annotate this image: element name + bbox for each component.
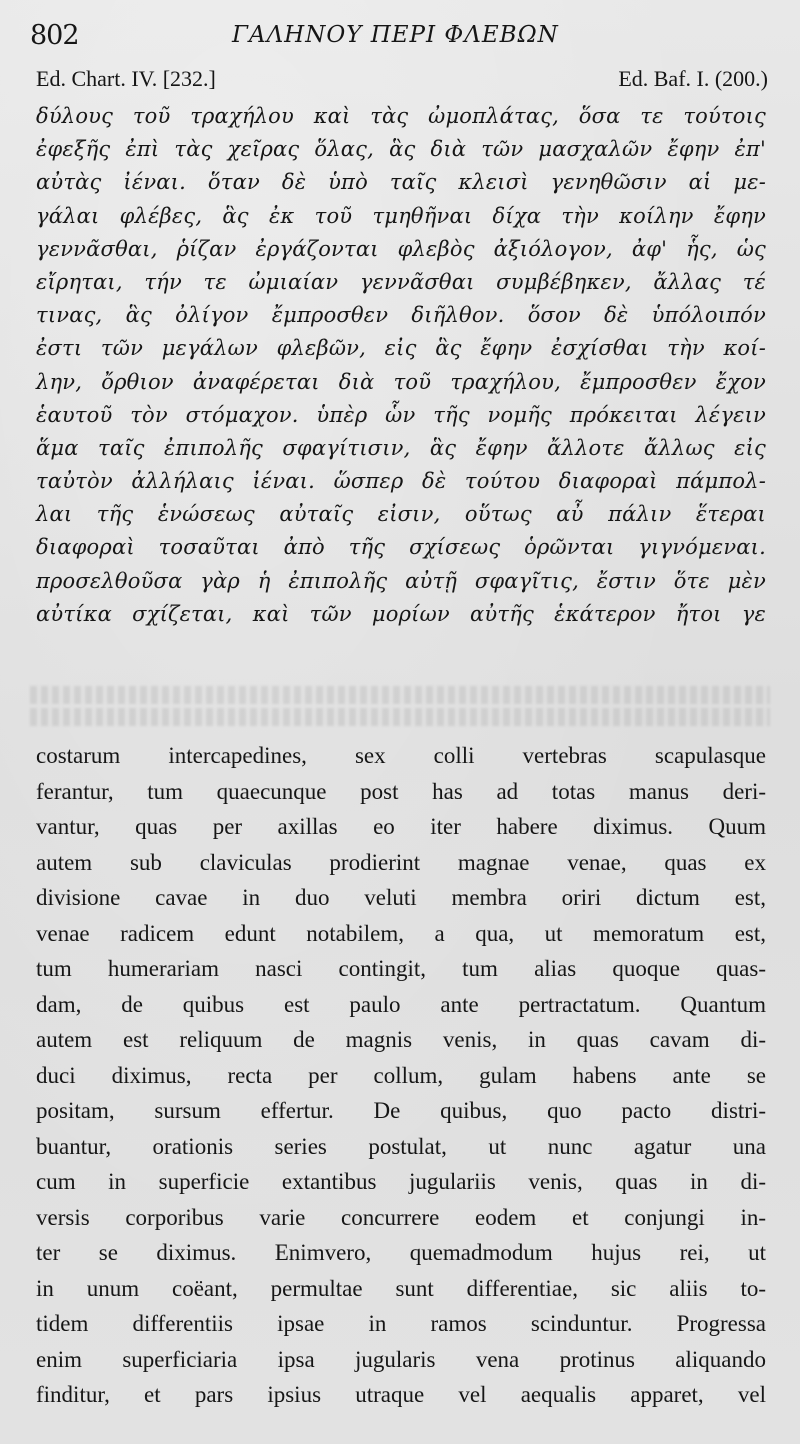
greek-text-line: λαι τῆς ἑνώσεως αὐταῖς εἰσιν, οὕτως αὖ πάλιν ἕτεραι	[36, 502, 766, 527]
greek-text-line: εἴρηται, τήν τε ὠμιαίαν γεννᾶσθαι συμβέβηκεν, ἄλλας τέ	[36, 269, 766, 294]
greek-text-block	[36, 100, 766, 631]
greek-text-line: λην, ὄρθιον ἀναφέρεται διὰ τοῦ τραχήλου, ἔμπροσθεν ἔχον	[36, 369, 766, 394]
greek-text-line: ἅμα ταῖς ἐπιπολῆς σφαγίτισιν, ἃς ἔφην ἄλλοτε ἄλλως εἰς	[36, 435, 766, 460]
latin-text-line: vantur, quas per axillas eo iter habere diximus. Quum	[36, 814, 766, 839]
edition-reference-chartier: Ed. Chart. IV. [232.]	[36, 66, 216, 91]
show-through-line	[30, 708, 770, 726]
latin-text-line: autem sub claviculas prodierint magnae venae, quas ex	[36, 849, 766, 875]
latin-text-line: enim superficiaria ipsa jugularis vena protinus aliquando	[36, 1346, 766, 1372]
latin-text-block	[36, 738, 766, 1413]
greek-text-line: γεννᾶσθαι, ῥίζαν ἐργάζονται φλεβὸς ἀξιόλογον, ἀφ' ἧς, ὡς	[36, 236, 766, 261]
latin-text-line: autem est reliquum de magnis venis, in quas cavam di-	[36, 1027, 766, 1052]
latin-text-line: tidem differentiis ipsae in ramos scinduntur. Progressa	[36, 1311, 766, 1336]
greek-text-line: αὐτίκα σχίζεται, καὶ τῶν μορίων αὐτῆς ἑκάτερον ἤτοι γε	[36, 601, 766, 626]
latin-text-line: in unum coëant, permultae sunt differentiae, sic aliis to-	[36, 1275, 766, 1301]
running-title: ΓΑΛΗΝΟΥ ΠΕΡΙ ΦΛΕΒΩΝ	[232, 22, 559, 48]
latin-text-line: dam, de quibus est paulo ante pertractatum. Quantum	[36, 991, 766, 1017]
latin-text-line: ferantur, tum quaecunque post has ad totas manus deri-	[36, 778, 766, 804]
greek-text-line: τινας, ἃς ὀλίγον ἔμπροσθεν διῆλθον. ὅσον δὲ ὑπόλοιπόν	[36, 303, 766, 328]
show-through-gap	[30, 682, 770, 722]
greek-text-line: ἐφεξῆς ἐπὶ τὰς χεῖρας ὅλας, ἃς διὰ τῶν μασχαλῶν ἔφην ἐπ'	[36, 137, 766, 162]
show-through-line	[30, 686, 770, 704]
greek-text-line: αὐτὰς ἰέναι. ὅταν δὲ ὑπὸ ταῖς κλεισὶ γενηθῶσιν αἱ με-	[36, 170, 766, 195]
latin-text-line: versis corporibus varie concurrere eodem et conjungi in-	[36, 1204, 766, 1230]
edition-reference-basel: Ed. Baf. I. (200.)	[618, 66, 768, 91]
greek-text-line: ἐστι τῶν μεγάλων φλεβῶν, εἰς ἃς ἔφην ἐσχίσθαι τὴν κοί-	[36, 336, 766, 361]
greek-text-line: ἑαυτοῦ τὸν στόμαχον. ὑπὲρ ὧν τῆς νομῆς πρόκειται λέγειν	[36, 402, 766, 427]
running-head	[0, 18, 800, 58]
latin-text-line: duci diximus, recta per collum, gulam habens ante se	[36, 1062, 766, 1088]
latin-text-line: finditur, et pars ipsius utraque vel aequalis apparet, vel	[36, 1382, 766, 1407]
latin-text-line: cum in superficie extantibus jugulariis venis, quas in di-	[36, 1169, 766, 1194]
greek-text-line: δύλους τοῦ τραχήλου καὶ τὰς ὠμοπλάτας, ὅσα τε τούτοις	[36, 104, 766, 128]
greek-text-line: ταὐτὸν ἀλλήλαις ἰέναι. ὥσπερ δὲ τούτου διαφοραὶ πάμπολ-	[36, 469, 766, 494]
latin-text-line: positam, sursum effertur. De quibus, quo pacto distri-	[36, 1098, 766, 1123]
greek-text-line: γάλαι φλέβες, ἃς ἐκ τοῦ τμηθῆναι δίχα τὴν κοίλην ἔφην	[36, 203, 766, 228]
latin-text-line: ter se diximus. Enimvero, quemadmodum hujus rei, ut	[36, 1240, 766, 1265]
edition-references	[0, 62, 800, 96]
greek-text-line: προσελθοῦσα γὰρ ἡ ἐπιπολῆς αὐτῇ σφαγῖτις, ἔστιν ὅτε μὲν	[36, 568, 766, 593]
latin-text-line: tum humerariam nasci contingit, tum alias quoque quas-	[36, 956, 766, 981]
latin-text-line: buantur, orationis series postulat, ut nunc agatur una	[36, 1133, 766, 1159]
greek-text-line: διαφοραὶ τοσαῦται ἀπὸ τῆς σχίσεως ὁρῶνται γιγνόμεναι.	[36, 535, 766, 560]
latin-text-line: divisione cavae in duo veluti membra oriri dictum est,	[36, 885, 766, 910]
latin-text-line: costarum intercapedines, sex colli vertebras scapulasque	[36, 743, 766, 768]
latin-text-line: venae radicem edunt notabilem, a qua, ut memoratum est,	[36, 920, 766, 946]
page-number: 802	[30, 20, 79, 51]
